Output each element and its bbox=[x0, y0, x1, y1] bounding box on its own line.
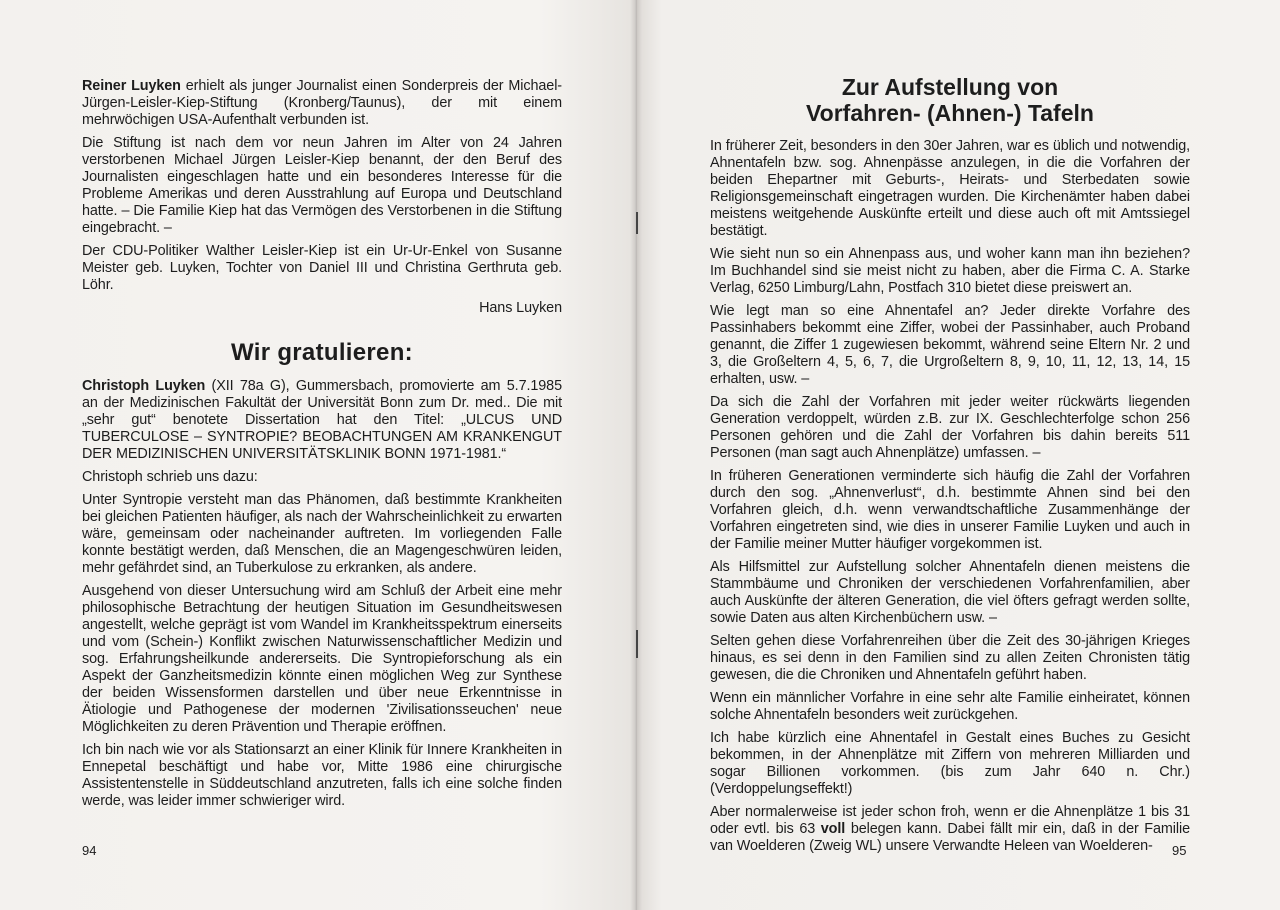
paragraph: Wenn ein männlicher Vorfahre in eine sehr alte Familie einheiratet, können solche Ahnentafeln besonders weit zurückgehen. bbox=[710, 690, 1190, 723]
paragraph: In früherer Zeit, besonders in den 30er Jahren, war es üblich und notwendig, Ahnentafeln bzw. sog. Ahnenpässe anzulegen, in die die Vorfahren der beiden Ehepartner mit Geburts-, Heirats- und Sterbedaten sowie Religionsgemeinschaft eingetragen wurden. Die Kirchenämter haben dabei meistens weitgehende Auskünfte erteilt und diese auch oft mit Amtssiegel bestätigt. bbox=[710, 138, 1190, 239]
paragraph: Wie legt man so eine Ahnentafel an? Jeder direkte Vorfahre des Passinhabers bekommt eine Ziffer, wobei der Passinhaber, auch Proband genannt, die Ziffer 1 zugewiesen bekommt, während seine Eltern Nr. 2 und 3, die Großeltern 4, 5, 6, 7, die Urgroßeltern 8, 9, 10, 11, 12, 13, 14, 15 erhalten, usw. – bbox=[710, 303, 1190, 387]
person-name: Christoph Luyken bbox=[82, 378, 206, 394]
signature: Hans Luyken bbox=[479, 300, 562, 316]
paragraph: Die Stiftung ist nach dem vor neun Jahren im Alter von 24 Jahren verstorbenen Michael Jürgen Leisler-Kiep benannt, der den Beruf des Journalisten eingeschlagen hatte und ein besonderes Interesse für die Probleme Amerikas und deren Ausstrahlung auf Europa und Deutschland hatte. – Die Familie Kiep hat das Vermögen des Verstorbenen in die Stiftung eingebracht. – bbox=[82, 135, 562, 236]
paragraph: Selten gehen diese Vorfahrenreihen über die Zeit des 30-jährigen Krieges hinaus, es sei denn in den Familien sind zu allen Zeiten Chronisten tätig gewesen, die die Chroniken und Ahnentafeln geführt haben. bbox=[710, 633, 1190, 683]
binding-mark bbox=[636, 630, 638, 658]
emphasis: voll bbox=[820, 821, 846, 837]
person-name: Reiner Luyken bbox=[82, 78, 181, 94]
page-number: 95 bbox=[1172, 843, 1187, 858]
book-gutter bbox=[630, 0, 642, 910]
title-line: Zur Aufstellung von bbox=[841, 74, 1059, 100]
section-heading: Wir gratulieren: bbox=[231, 339, 413, 366]
paragraph-text: Aber normalerweise ist jeder schon froh, wenn er die Ahnenplätze 1 bis 31 oder evtl. bis 63 bbox=[710, 804, 1190, 837]
left-column bbox=[82, 78, 562, 317]
binding-mark bbox=[636, 212, 638, 234]
paragraph: Ich habe kürzlich eine Ahnentafel in Gestalt eines Buches zu Gesicht bekommen, in der Ahnenplätze mit Ziffern von mehreren Milliarden und sogar Billionen vorkommen. (bis zum Jahr 640 n. Chr.) (Verdoppelungseffekt!) bbox=[710, 730, 1190, 797]
paragraph: Der CDU-Politiker Walther Leisler-Kiep ist ein Ur-Ur-Enkel von Susanne Meister geb. Luyken, Tochter von Daniel III und Christina Gerthruta geb. Löhr. bbox=[82, 243, 562, 293]
paragraph bbox=[82, 78, 562, 129]
paragraph: Wie sieht nun so ein Ahnenpass aus, und woher kann man ihn beziehen? Im Buchhandel sind sie meist nicht zu haben, aber die Firma C. A. Starke Verlag, 6250 Limburg/Lahn, Postfach 310 bietet diese preiswert an. bbox=[710, 246, 1190, 296]
paragraph-text: erhielt als junger Journalist einen Sonderpreis der Michael-Jürgen-Leisler-Kiep-Stiftung (Kronberg/Taunus), der mit einem mehrwöchigen USA-Aufenthalt verbunden ist. bbox=[82, 78, 562, 128]
paragraph: Ich bin nach wie vor als Stationsarzt an einer Klinik für Innere Krankheiten in Ennepetal beschäftigt und habe vor, Mitte 1986 eine chirurgische Assistentenstelle in Süddeutschland anzutreten, falls ich eine solche finden werde, was leider immer schwieriger wird. bbox=[82, 742, 562, 809]
paragraph-text: (XII 78a G), Gummersbach, promovierte am 5.7.1985 an der Medizinischen Fakultät der Universität Bonn zum Dr. med.. Die mit „sehr gut“ benotete Dissertation hat den Titel: „ULCUS UND TUBERCULOSE – SYNTROPIE? BEOBACHTUNGEN AM KRANKENGUT DER MEDIZINISCHEN UNIVERSITÄTSKLINIK BONN 1971-1981.“ bbox=[82, 378, 562, 462]
paragraph bbox=[710, 804, 1190, 855]
paragraph: Unter Syntropie versteht man das Phänomen, daß bestimmte Krankheiten bei gleichen Patienten häufiger, als nach der Wahrscheinlichkeit zu erwarten wäre, gemeinsam oder nacheinander auftreten. Im vorliegenden Falle konnte bestätigt werden, daß Menschen, die an Magengeschwüren leiden, mehr gefährdet sind, an Tuberkulose zu erkranken, als andere. bbox=[82, 492, 562, 576]
page-number: 94 bbox=[82, 843, 97, 858]
paragraph: In früheren Generationen verminderte sich häufig die Zahl der Vorfahren durch den sog. „Ahnenverlust“, d.h. bestimmte Ahnen sind bei den Vorfahren gleich, d.h. wenn verwandtschaftliche Zusammenhänge der Vorfahren eingetreten sind, wie dies in unserer Familie Luyken und auch in der Familie meiner Mutter häufiger vorgekommen ist. bbox=[710, 468, 1190, 552]
paragraph-text: belegen kann. Dabei fällt mir ein, daß in der Familie van Woelderen (Zweig WL) unsere Verwandte Heleen van Woelderen- bbox=[710, 821, 1190, 854]
paragraph: Als Hilfsmittel zur Aufstellung solcher Ahnentafeln dienen meistens die Stammbäume und Chroniken der verschiedenen Vorfahrenfamilien, aber auch Auskünfte der älteren Generation, die viel öfters gefragt werden sollte, sowie Daten aus alten Kirchenbüchern usw. – bbox=[710, 559, 1190, 626]
paragraph: Da sich die Zahl der Vorfahren mit jeder weiter rückwärts liegenden Generation verdoppelt, würden z.B. zur IX. Geschlechterfolge schon 256 Personen gehören und die Zahl der Vorfahren bis dahin bereits 511 Personen (man sagt auch Ahnenplätze) umfassen. – bbox=[710, 394, 1190, 461]
paragraph bbox=[82, 378, 562, 463]
left-column-lower bbox=[82, 378, 562, 816]
title-line: Vorfahren- (Ahnen-) Tafeln bbox=[806, 100, 1094, 126]
right-column bbox=[710, 138, 1190, 861]
paragraph: Christoph schrieb uns dazu: bbox=[82, 469, 258, 485]
article-title bbox=[710, 74, 1190, 126]
paragraph: Ausgehend von dieser Untersuchung wird am Schluß der Arbeit eine mehr philosophische Betrachtung der heutigen Situation im Gesundheitswesen angestellt, welche geprägt ist vom Wandel im Krankheitsspektrum einerseits und vom (Schein-) Konflikt zwischen Naturwissenschaftlicher Medizin und sog. Erfahrungsheilkunde andererseits. Die Syntropieforschung als ein Aspekt der Ganzheitsmedizin könnte einen möglichen Weg zur Synthese der beiden Wissensformen darstellen und über neue Erkenntnisse in Ätiologie und Pathogenese der modernen 'Zivilisationsseuchen' neue Möglichkeiten zu deren Prävention und Therapie eröffnen. bbox=[82, 583, 562, 735]
